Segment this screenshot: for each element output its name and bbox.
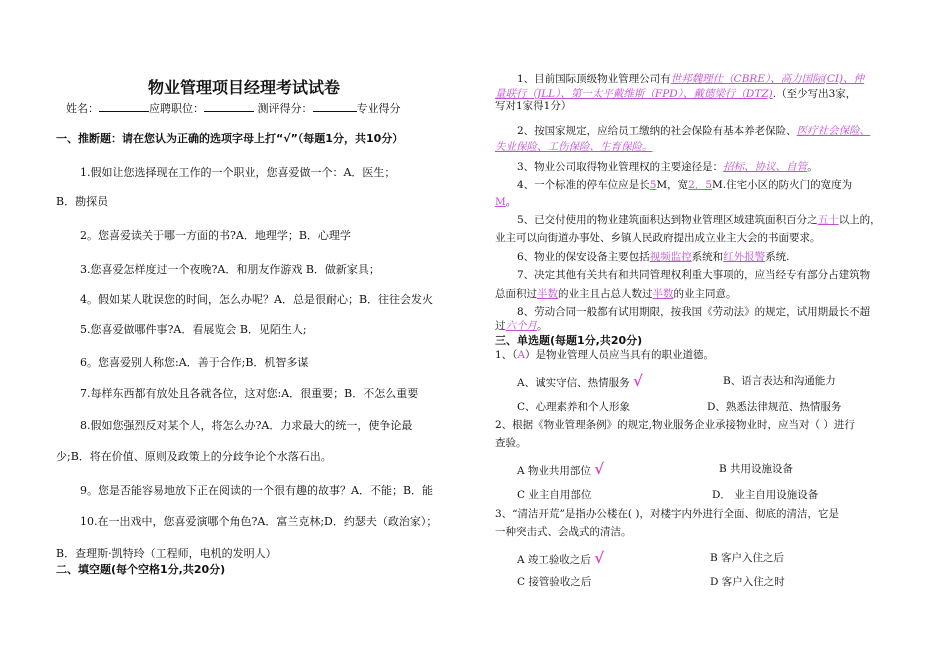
s2-q8-line1: 8、劳动合同一般都有试用期限，按我国《劳动法》的规定，试用期最长不超 [517,306,871,318]
s3-q1-option-b[interactable]: B、语言表达和沟通能力 [723,375,836,387]
s2-q6-text: 6、物业的保安设备主要包括 [517,251,650,263]
s2-q1-text: 1、目前国际顶级物业管理公司有 [517,73,671,85]
s2-q5-line2: 业主可以向街道办事处、乡镇人民政府提出成立业主大会的书面要求。 [495,232,821,244]
s2-q4-mid1: M，宽 [656,179,689,191]
s2-q6-answer2: 红外报警 [723,251,766,263]
s2-q5-line1 [517,213,881,228]
s3-q2-option-c[interactable]: C 业主自用部位 [517,489,592,501]
s1-q10-line1: 10.在一出戏中，您喜爱演哪个角色?A．富兰克林;D．约瑟夫（政治家）； [80,515,438,528]
s2-q4-line2 [495,195,516,210]
s2-q4-answer2: 2．5 [688,179,713,191]
s2-q3 [517,160,818,175]
evaluator-blank[interactable] [313,100,357,112]
s2-q5-post: 以上的， [838,214,881,226]
s3-q2-option-d[interactable]: D． 业主自用设施设备 [712,489,819,501]
s2-q8-answer: 六个月 [505,320,537,332]
s2-q3-text: 3、物业公司取得物业管理权的主要途径是： [517,161,724,173]
s2-q3-answer: 招标、协议、自管 [723,161,808,173]
s3-q3-line2: 一种突击式、会战式的清洁。 [495,526,632,538]
s3-q1-post: ）是物业管理人员应当具有的职业道德。 [525,349,715,361]
s3-q1-option-a[interactable] [517,374,643,391]
s3-q3-option-a[interactable] [517,551,604,568]
s2-q3-post: 。 [807,161,818,173]
s2-q2-line2 [495,140,653,155]
s3-q3-option-c[interactable]: C 接管验收之后 [517,576,592,588]
s1-q1-line2: B．勘探员 [56,195,109,208]
s2-q7-line1: 7、决定其他有关共有和共同管理权利重大事项的，应当经专有部分占建筑物 [517,269,871,281]
s3-q1-text: 1、（ [495,349,518,361]
s1-q10-line2: B．查理斯·凯特玲（工程师，电机的发明人） [56,547,277,560]
s1-q7: 7.每样东西都有放处且各就各位，这对您:A．很重要；B．不怎么重要 [80,387,419,400]
section1-heading: 一、推断题：请在您认为正确的选项字母上打“√”（每题1分，共10分） [56,132,404,145]
s3-q3-option-b[interactable]: B 客户入住之后 [710,552,785,564]
option-a-text: A 物业共用部位 [517,465,591,477]
s2-q1-line3: 写对1家得1分） [495,100,572,112]
name-blank[interactable] [99,100,149,112]
s2-q4-post: 。 [505,196,517,208]
s2-q4-text: 4、一个标准的停车位应是长 [517,179,650,191]
option-a-text: A 竣工验收之后 [517,554,591,566]
s2-q7-answer2: 半数 [652,288,674,300]
s2-q8-post: 。 [537,320,548,332]
s1-q2: 2。您喜爱读关于哪一方面的书?A．地理学；B．心理学 [80,229,351,242]
header-fields [66,100,401,116]
s2-q6 [517,250,790,265]
s2-q2-answer2: 失业保险、工伤保险、生育保险。 [495,141,653,153]
score-label: 专业得分 [356,102,401,115]
s2-q2-answer1: 医疗社会保险、 [796,125,871,137]
s2-q6-answer1: 视频监控 [649,251,692,263]
s2-q5-answer: 五十 [817,214,839,226]
s1-q1-line1: 1.假如让您选择现在工作的一个职业，您喜爱做一个：A．医生； [80,166,396,179]
s2-q2-text: 2、按国家规定，应给员工缴纳的社会保险有基本养老保险、 [517,125,797,137]
s2-q7-post: 的业主同意。 [673,288,737,300]
position-label: 应聘职位： [149,102,204,115]
s1-q3: 3.您喜爱怎样度过一个夜晚?A．和朋友作游戏 B．做新家具； [80,263,380,276]
s3-q2-option-a[interactable] [517,462,604,479]
section2-heading: 二、填空题(每个空格1分,共20分) [56,563,226,576]
s2-q8-text: 过 [495,320,506,332]
name-label: 姓名： [66,102,99,115]
s3-q2-line2: 查验。 [495,437,527,449]
s2-q7-text: 总面积过 [495,288,537,300]
s2-q2-line1 [517,124,870,139]
s2-q6-mid: 系统和 [691,251,724,263]
s2-q1-line1 [517,72,864,87]
s3-q1 [495,348,714,363]
s2-q6-post: 系统. [765,251,790,263]
checkmark-icon: √ [594,460,605,478]
s3-q1-option-d[interactable]: D、熟悉法律规范、热情服务 [707,401,842,413]
page-title: 物业管理项目经理考试试卷 [148,78,341,97]
s2-q1-answer2: 量联行（JLL）、第一太平戴维斯（FPD）、戴德梁行（DTZ) [495,88,773,100]
s2-q7-answer1: 半数 [537,288,558,300]
s2-q8-line2 [495,319,548,334]
s2-q7-mid: 的业主且占总人数过 [558,288,653,300]
s2-q5-text: 5、已交付使用的物业建筑面积达到物业管理区域建筑面积百分之 [517,214,818,226]
s3-q1-answer: A [517,349,526,361]
s3-q3-line1: 3、“清洁开荒”是指办公楼在( )，对楼宇内外进行全面、彻底的清洁，它是 [495,508,839,520]
s1-q4: 4。假如某人耽误您的时间，怎么办呢？A．总是很耐心；B．往往会发火 [80,293,434,306]
s2-q4-line1 [517,178,852,193]
s2-q4-mid2: M.住宅小区的防火门的宽度为 [712,179,853,191]
s3-q3-option-d[interactable]: D 客户入住之时 [710,576,785,588]
s1-q8-line2: 少;B．将在价值、原则及政策上的分歧争论个水落石出。 [56,450,332,463]
s2-q1-post: .（至少写出3家， [772,88,857,100]
checkmark-icon: √ [632,372,643,390]
checkmark-icon: √ [594,549,605,567]
s2-q4-answer1: 5 [649,179,657,191]
section3-heading: 三、单选题(每题1分,共20分) [495,334,643,347]
position-blank[interactable] [204,100,254,112]
s1-q5: 5.您喜爱做哪件事?A．看展览会 B．见陌生人; [80,323,307,336]
s1-q8-line1: 8.假如您强烈反对某个人，将怎么办?A．力求最大的统一，使争论最 [80,419,413,432]
s3-q1-option-c[interactable]: C、心理素养和个人形象 [517,401,631,413]
evaluator-label: 测评得分： [257,102,313,115]
s3-q2-option-b[interactable]: B 共用设施设备 [719,463,794,475]
s2-q4-answer3: M [495,196,506,208]
s2-q1-answer1: 世邦魏理仕（CBRE）、高力国际(CI)、仲 [670,73,865,85]
option-a-text: A、诚实守信、热情服务 [517,377,630,389]
s1-q9: 9。您是否能容易地放下正在阅读的一个很有趣的故事？A．不能；B．能 [80,484,434,497]
s3-q2-line1: 2、根据《物业管理条例》的规定,物业服务企业承接物业时，应当对（ ）进行 [495,419,855,431]
s1-q6: 6。您喜爱别人称您:A．善于合作;B．机智多谋 [80,356,309,369]
s2-q7-line2 [495,287,737,302]
